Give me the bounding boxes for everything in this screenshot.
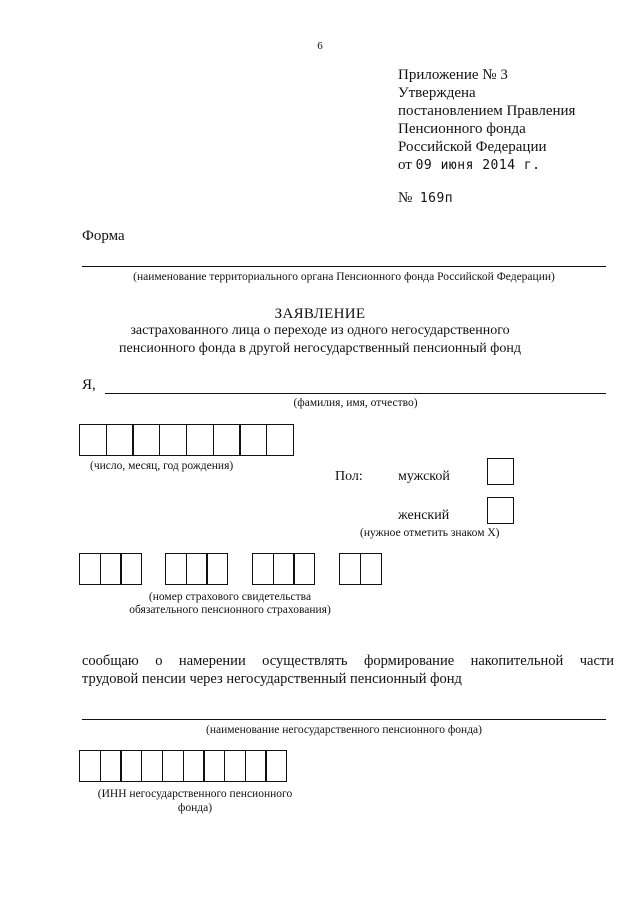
inn-cell[interactable] [265,750,287,782]
approval-block [398,66,575,175]
snils-caption-line: (номер страхового свидетельства [148,591,312,603]
form-label: Форма [82,228,125,244]
snils-group-2 [165,553,228,585]
statement-text: сообщаю о намерении осуществлять формирование накопительной части [82,653,614,669]
inn-cell[interactable] [141,750,163,782]
inn-cell[interactable] [79,750,101,782]
approval-line: Утверждена [398,85,476,101]
decree-number-prefix: № [398,190,413,206]
approval-line: Приложение № 3 [398,67,508,83]
birth-date-cell[interactable] [132,424,160,456]
gender-note: (нужное отметить знаком Х) [360,527,500,539]
inn-cell[interactable] [183,750,205,782]
statement-text-line2: трудовой пенсии через негосударственный пенсионный фонд [82,671,462,687]
fio-caption: (фамилия, имя, отчество) [293,397,418,409]
snils-cell[interactable] [120,553,142,585]
inn-cells [79,750,287,782]
approval-line: Российской Федерации [398,139,547,155]
document-subtitle [0,322,640,358]
approval-date-line [398,156,575,175]
decree-number-value: 169п [419,191,454,206]
birth-date-cell[interactable] [266,424,294,456]
approval-line: Пенсионного фонда [398,121,526,137]
inn-cell[interactable] [224,750,246,782]
gender-female-checkbox[interactable] [487,497,514,524]
inn-cell[interactable] [203,750,225,782]
territorial-body-input-line[interactable] [82,266,606,267]
page-number: 6 [317,40,323,52]
document-title: ЗАЯВЛЕНИЕ [274,306,366,322]
applicant-prefix: Я, [82,377,96,393]
approval-line: постановлением Правления [398,103,576,119]
snils-cell[interactable] [186,553,208,585]
approval-date-value: 09 июня 2014 г. [415,158,541,173]
snils-cell[interactable] [360,553,382,585]
snils-cell[interactable] [339,553,361,585]
birth-date-cell[interactable] [159,424,187,456]
subtitle-line: застрахованного лица о переходе из одного негосударственного [130,323,510,338]
inn-cell[interactable] [162,750,184,782]
birth-date-caption: (число, месяц, год рождения) [90,460,234,472]
snils-cell[interactable] [206,553,228,585]
birth-date-cell[interactable] [213,424,241,456]
decree-number [398,190,453,207]
snils-control-group [339,553,382,585]
snils-cell[interactable] [293,553,315,585]
inn-caption-line: фонда) [177,802,213,814]
inn-cell[interactable] [120,750,142,782]
snils-cell[interactable] [273,553,295,585]
npf-name-input-line[interactable] [82,719,606,720]
gender-male-checkbox[interactable] [487,458,514,485]
snils-cell[interactable] [252,553,274,585]
gender-label: Пол: [335,469,363,484]
fio-input-line[interactable] [105,393,606,394]
npf-name-caption: (наименование негосударственного пенсионного фонда) [206,724,482,736]
birth-date-cells [79,424,294,456]
birth-date-cell[interactable] [186,424,214,456]
gender-female-label: женский [398,508,450,523]
snils-cell[interactable] [100,553,122,585]
snils-group-1 [79,553,142,585]
snils-cell[interactable] [165,553,187,585]
subtitle-line: пенсионного фонда в другой негосударственный пенсионный фонд [119,341,521,356]
approval-date-prefix: от [398,157,412,173]
gender-male-label: мужской [398,469,450,484]
inn-cell[interactable] [245,750,267,782]
birth-date-cell[interactable] [79,424,107,456]
birth-date-cell[interactable] [106,424,134,456]
snils-caption-line: обязательного пенсионного страхования) [129,604,331,616]
snils-cell[interactable] [79,553,101,585]
inn-caption-line: (ИНН негосударственного пенсионного [97,788,293,800]
inn-cell[interactable] [100,750,122,782]
territorial-body-caption: (наименование территориального органа Пенсионного фонда Российской Федерации) [133,271,555,283]
birth-date-cell[interactable] [239,424,267,456]
snils-group-3 [252,553,315,585]
